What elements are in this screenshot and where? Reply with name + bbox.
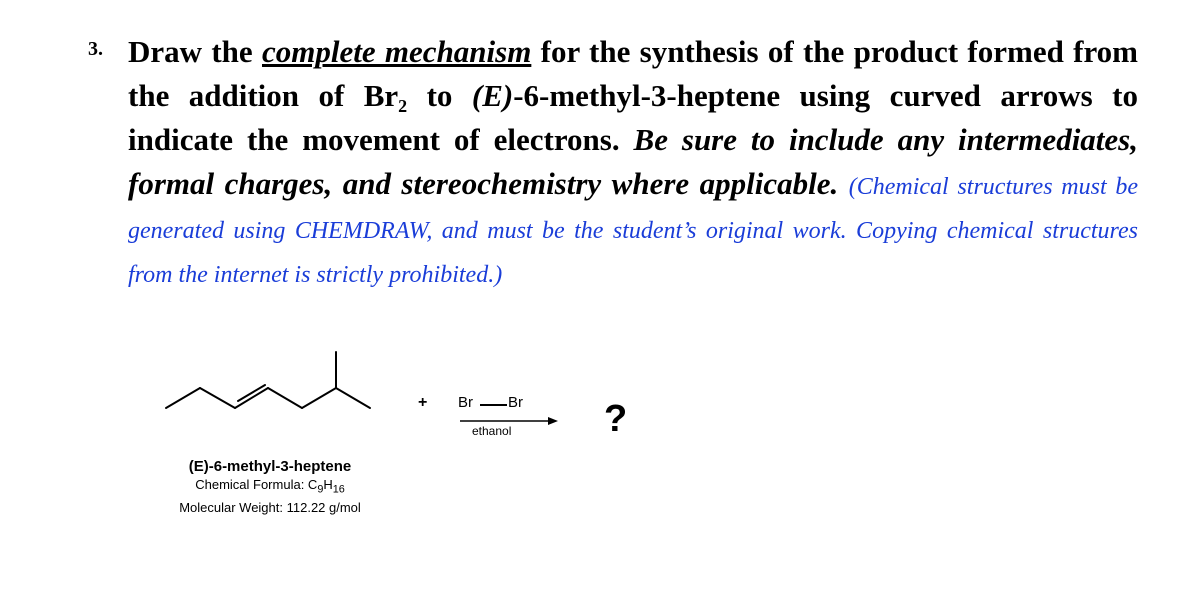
- formula-h-count: 16: [332, 483, 345, 496]
- reaction-scheme: [0, 330, 1179, 550]
- question-instruction-italic: Be sure to include any intermediates, formal charges, and stereochemistry where applicable.: [128, 122, 1138, 201]
- stereo-descriptor-e: (E): [471, 78, 514, 113]
- molecular-weight: Molecular Weight: 112.22 g/mol: [179, 499, 361, 515]
- question-text-part-1: Draw the: [128, 34, 262, 69]
- bromine-atom-left: Br: [458, 394, 473, 411]
- unknown-product: ?: [604, 398, 628, 440]
- skeletal-structure: [160, 330, 380, 420]
- bond-c1-c2: [166, 388, 200, 408]
- bond-c4-c5: [268, 388, 302, 408]
- br-br-bond: [480, 404, 507, 406]
- bond-c3-c4: [235, 388, 268, 408]
- question-text: [128, 30, 1138, 294]
- bromine-atom-right: Br: [508, 394, 523, 411]
- question-text-part-4: -6-methyl-3-heptene using curved arrows to indicate the movement of electrons.: [128, 78, 1138, 157]
- plus-sign: +: [418, 394, 428, 411]
- bond-c2-c3: [200, 388, 235, 408]
- bond-c5-c6: [302, 388, 336, 408]
- chemical-formula: Chemical Formula: $C_9H_{16}$: [195, 477, 345, 496]
- question-number: 3.: [88, 38, 103, 60]
- compound-name: (E)-6-methyl-3-heptene: [188, 458, 352, 475]
- question-block: [88, 30, 1138, 294]
- solvent-label: ethanol: [472, 424, 512, 438]
- subscript-two: 2: [398, 96, 408, 116]
- bond-c6-c7: [336, 388, 370, 408]
- formula-c-count: 9: [317, 483, 324, 496]
- compound-label: [150, 458, 390, 517]
- question-text-part-2: for the synthesis of the product formed from the addition of Br: [128, 34, 1138, 113]
- question-text-part-3: to: [407, 78, 472, 113]
- emphasis-complete-mechanism: complete mechanism: [262, 34, 532, 69]
- chemdraw-note: (Chemical structures must be generated using CHEMDRAW, and must be the student’s original work. Copying chemical structures from the internet is strictly prohibited.): [128, 174, 1139, 288]
